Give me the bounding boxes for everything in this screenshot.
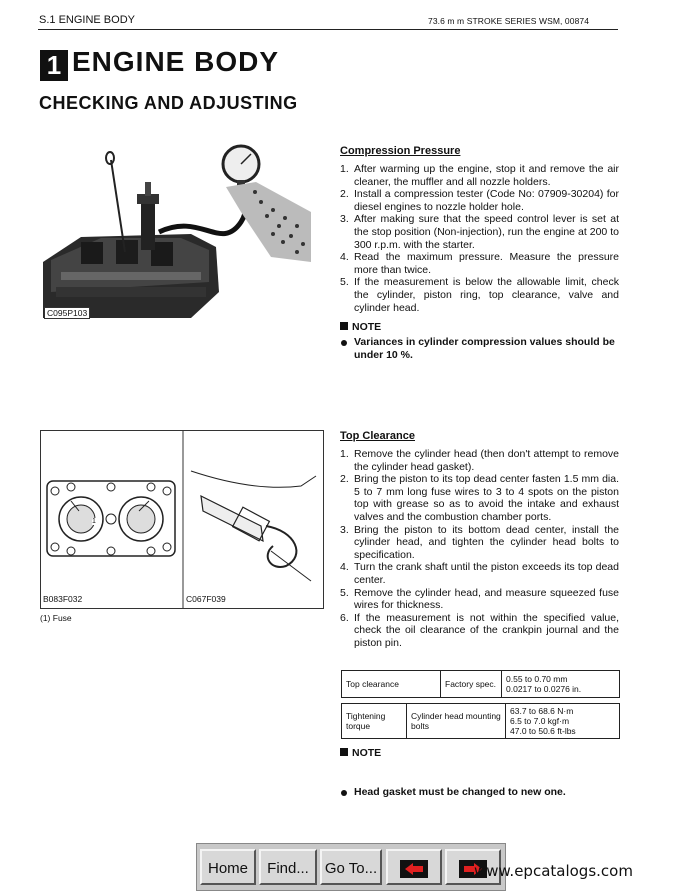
spec-label: Top clearance: [342, 671, 441, 698]
top-clearance-heading: Top Clearance: [340, 430, 415, 442]
spec-type: Factory spec.: [441, 671, 502, 698]
home-button[interactable]: Home: [200, 849, 256, 885]
figure-code-right: C067F039: [186, 594, 226, 604]
compression-note-text: Variances in cylinder compression values should be under 10 %.: [340, 336, 633, 361]
top-clearance-step-2: 2. Bring the piston to its top dead center fasten 1.5 mm dia. 5 to 7 mm long fuse wires to 3 to 4 spots on the piston top with grease so as to avoid the intake and exhaust valves and the combustion chamber ports.: [340, 473, 619, 523]
top-clearance-note-text: Head gasket must be changed to new one.: [340, 786, 633, 799]
goto-button[interactable]: Go To...: [320, 849, 382, 885]
compression-step-3: 3. After making sure that the speed control lever is set at the stop position (Non-injection), run the engine at 200 to 300 r.p.m. with the starter.: [340, 213, 619, 251]
compression-step-4: 4. Read the maximum pressure. Measure the pressure more than twice.: [340, 251, 619, 276]
torque-values: 63.7 to 68.6 N·m 6.5 to 7.0 kgf·m 47.0 to 50.6 ft-lbs: [506, 704, 620, 739]
figure-callout-1: 1: [92, 518, 96, 525]
chapter-title: ENGINE BODY: [72, 46, 280, 77]
compression-step-1: 1. After warming up the engine, stop it and remove the air cleaner, the muffler and all nozzle holders.: [340, 163, 619, 188]
bullet-icon: [341, 790, 347, 796]
running-header-series: 73.6 m m STROKE SERIES WSM, 00874: [428, 16, 590, 26]
top-clearance-spec-table: [341, 670, 620, 698]
header-rule: [38, 29, 618, 30]
compression-steps: [340, 163, 619, 314]
photo-code-compression: C095P103: [44, 307, 90, 319]
previous-page-button[interactable]: [386, 849, 442, 885]
compression-step-5: 5. If the measurement is below the allowable limit, check the cylinder, piston ring, top clearance, valve and cylinder head.: [340, 276, 619, 314]
top-clearance-note-heading: NOTE: [340, 747, 381, 759]
running-header-section: S.1 ENGINE BODY: [39, 14, 135, 26]
section-subtitle: CHECKING AND ADJUSTING: [39, 93, 298, 113]
figure-legend: (1) Fuse: [40, 613, 72, 623]
torque-label: Tightening torque: [342, 704, 407, 739]
top-clearance-step-1: 1. Remove the cylinder head (then don't attempt to remove the cylinder head gasket).: [340, 448, 619, 473]
note-square-icon: [340, 322, 348, 330]
spec-value: 0.55 to 0.70 mm 0.0217 to 0.0276 in.: [502, 671, 620, 698]
note-square-icon: [340, 748, 348, 756]
top-clearance-step-6: 6. If the measurement is not within the specified value, check the oil clearance of the crankpin journal and the piston pin.: [340, 611, 619, 649]
top-clearance-step-5: 5. Remove the cylinder head, and measure squeezed fuse wires for thickness.: [340, 586, 619, 612]
top-clearance-step-3: 3. Bring the piston to its bottom dead center, install the cylinder head, and tighten the cylinder head bolts to specification.: [340, 523, 619, 561]
torque-item: Cylinder head mounting bolts: [407, 704, 506, 739]
top-clearance-step-4: 4. Turn the crank shaft until the piston exceeds its top dead center.: [340, 561, 619, 586]
back-arrow-icon: [399, 859, 429, 879]
watermark: www.epcatalogs.com: [474, 862, 633, 880]
tightening-torque-table: [341, 703, 620, 739]
compression-step-2: 2. Install a compression tester (Code No: 07909-30204) for diesel engines to nozzle holder hole.: [340, 188, 619, 213]
top-clearance-figure: [40, 430, 324, 609]
chapter-number: 1: [40, 50, 68, 81]
compression-heading: Compression Pressure: [340, 145, 461, 157]
find-button[interactable]: Find...: [259, 849, 317, 885]
figure-code-left: B083F032: [43, 594, 83, 604]
compression-tester-photo: [41, 142, 314, 318]
compression-note-heading: NOTE: [340, 321, 381, 333]
top-clearance-steps: [340, 448, 619, 650]
bullet-icon: [341, 340, 347, 346]
